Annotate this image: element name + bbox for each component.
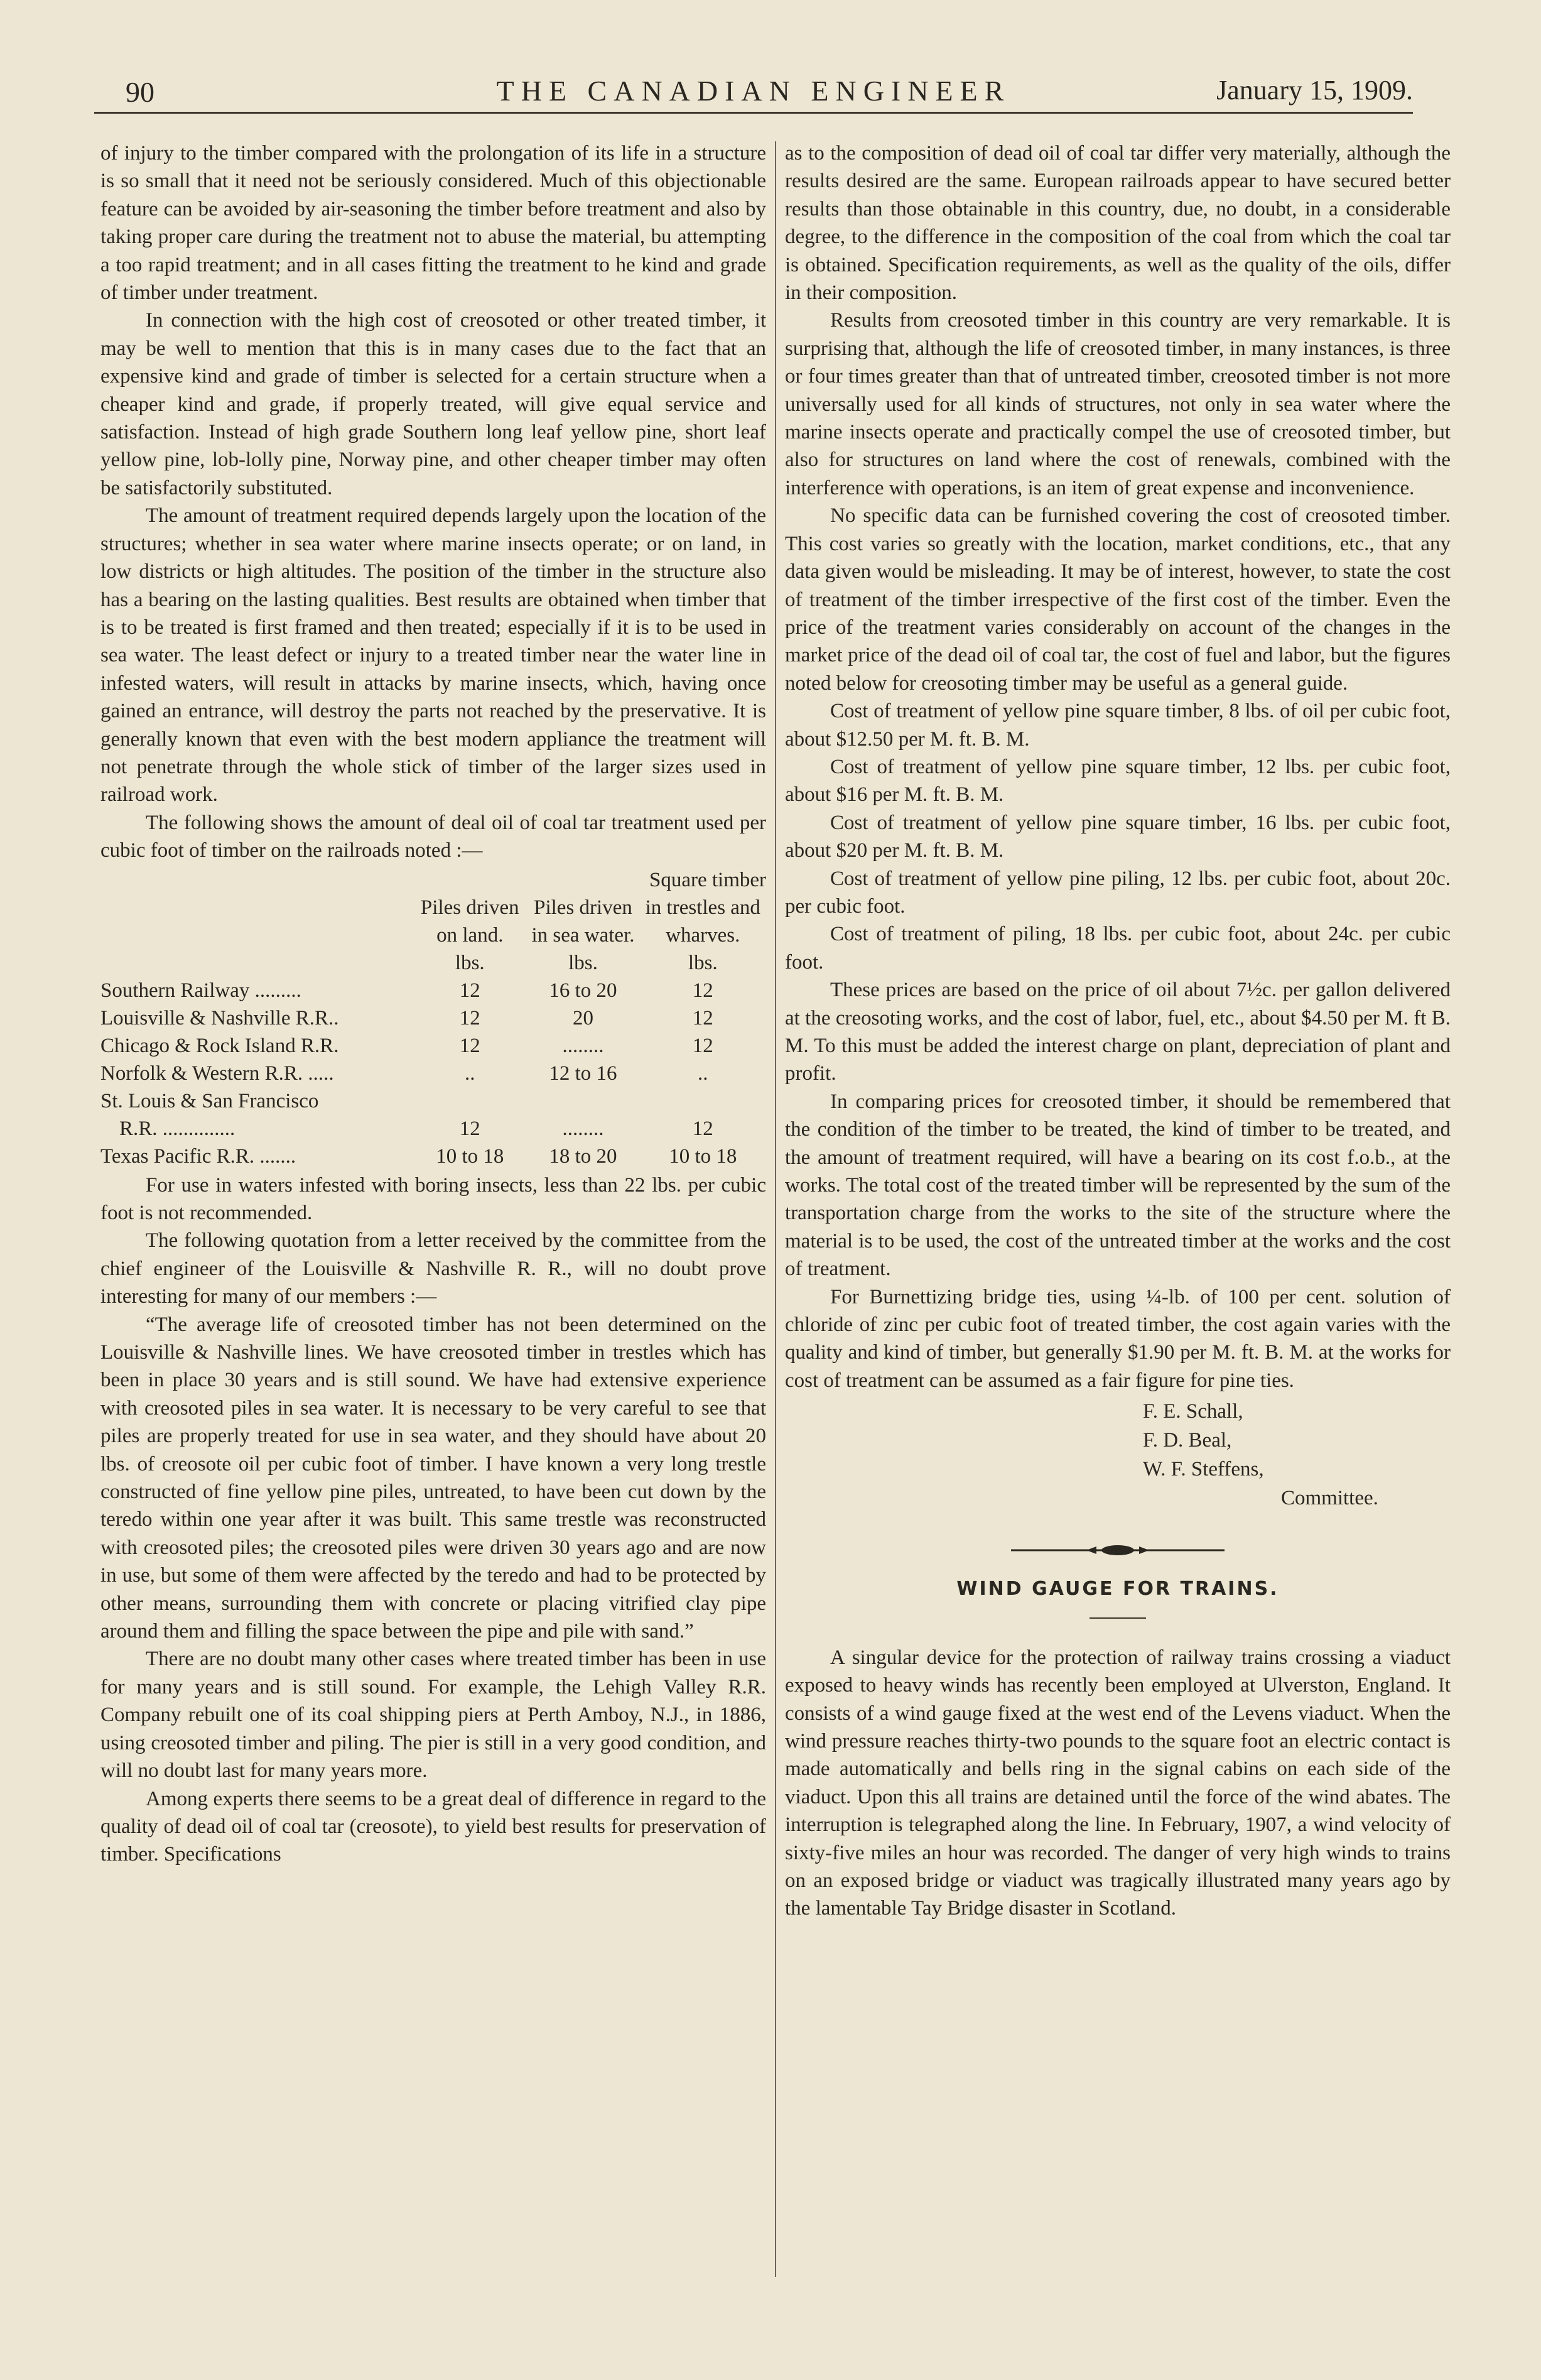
table-unit: lbs. [688,951,718,974]
table-row [100,1004,766,1032]
table-row [100,1087,766,1115]
table-row [100,1115,766,1143]
quotation: “The average life of creosoted timber has not been determined on the Louisville & Nashville lines. We have creosoted timber in trestles which has been in place 30 years and is still sound. We have had extensive experience with creosoted piles in sea water. It is necessary to be very careful to see that piles are properly treated for use in sea water, and they should have about 20 lbs. of creosote oil per cubic foot of timber. I have known a very long trestle constructed of fine yellow pine piles, untreated, to have been cut down by the teredo within one year after it was built. This same trestle was reconstructed with creosoted piles; the creosoted piles were driven 30 years ago and are now in use, but some of them were affected by the teredo and had to be protected by other means, surrounding them with concrete or placing vitrified clay pipe around them and filling the space between the pipe and pile with sand.” [100,1313,766,1643]
table-row [100,977,766,1004]
paragraph: For Burnettizing bridge ties, using ¼-lb. of 100 per cent. solution of chloride of zinc per cubic foot of treated timber, the cost again varies with the quality and kind of timber, but generally $1.90 per M. ft. B. M. at the works for cost of treatment can be assumed as a fair figure for pine ties. [785,1285,1451,1392]
table-cell: 12 [692,1117,713,1140]
paragraph: Among experts there seems to be a great deal of difference in regard to the quality of dead oil of coal tar (creosote), to yield best results for preservation of timber. Specifications [100,1787,766,1866]
table-cell: 12 [459,1117,480,1140]
paragraph: Cost of treatment of yellow pine square timber, 12 lbs. per cubic foot, about $16 per M. ft. B. M. [785,755,1451,807]
table-row [100,1143,766,1170]
table-cell: 12 [459,1034,480,1057]
table-cell [640,1087,766,1115]
paragraph: In connection with the high cost of creosoted or other treated timber, it may be well to mention that this is in many cases due to the fact that an expensive kind and grade of timber is selected for a certain structure when a cheaper kind and grade, if properly treated, will give equal service and satisfaction. Instead of high grade Southern long leaf yellow pine, short leaf yellow pine, lob-lolly pine, Norway pine, and other cheaper timber may often be satisfactorily substituted. [100,309,766,499]
table-cell [526,1087,639,1115]
paragraph: These prices are based on the price of oil about 7½c. per gallon delivered at the creosoting works, and the cost of labor, fuel, etc., about $4.50 per M. ft B. M. To this must be added the interest charge on plant, depreciation of plant and profit. [785,979,1451,1085]
issue-date: January 15, 1909. [1216,75,1413,106]
paragraph: The following shows the amount of deal oil of coal tar treatment used per cubic foot of timber on the railroads noted :— [100,811,766,862]
paragraph: Cost of treatment of yellow pine piling, 12 lbs. per cubic foot, about 20c. per cubic foot. [785,867,1451,918]
page-header [94,63,1413,119]
committee-signatures [785,1397,1451,1513]
paragraph: There are no doubt many other cases where treated timber has been in use for many years and is still sound. For example, the Lehigh Valley R.R. Company rebuilt one of its coal shipping piers at Perth Amboy, N.J., in 1886, using creosoted timber and piling. The pier is still in a very good condition, and will no doubt last for many years more. [100,1648,766,1783]
table-row [100,1060,766,1087]
committee-label: Committee. [1281,1487,1378,1510]
column-divider [775,141,776,2277]
right-column [785,139,1451,1923]
table-cell: .. [698,1062,708,1085]
paragraph: In comparing prices for creosoted timber, it should be remembered that the condition of the timber to be treated, the kind of timber to be treated, and the amount of treatment required, will have a bearing on its cost f.o.b., at the works. The total cost of the treated timber will be represented by the sum of the transportation charge from the works to the site of the structure where the material is to be used, the cost of the untreated timber at the works and the cost of treatment. [785,1090,1451,1281]
paragraph: For use in waters infested with boring insects, less than 22 lbs. per cubic foot is not recommended. [100,1173,766,1224]
table-cell-railroad: R.R. .............. [119,1117,235,1140]
table-cell: 10 to 18 [436,1144,504,1168]
table-cell-railroad: Texas Pacific R.R. ....... [100,1144,296,1168]
paragraph: Cost of treatment of piling, 18 lbs. per cubic foot, about 24c. per cubic foot. [785,923,1451,974]
table-cell-railroad: Norfolk & Western R.R. ..... [100,1062,334,1085]
table-cell-railroad: Louisville & Nashville R.R.. [100,1006,339,1030]
paragraph: Cost of treatment of yellow pine square timber, 16 lbs. per cubic foot, about $20 per M. ft. B. M. [785,811,1451,862]
table-cell: 20 [572,1006,593,1030]
table-cell: ........ [562,1034,604,1057]
signature-name: F. E. Schall, [1143,1400,1243,1423]
table-row [100,1032,766,1060]
paragraph: Cost of treatment of yellow pine square timber, 8 lbs. of oil per cubic foot, about $12.50 per M. ft. B. M. [785,700,1451,751]
table-cell: 12 [459,1006,480,1030]
table-header-square-timber: Square timber [649,868,766,891]
table-cell: 12 [459,979,480,1002]
table-cell-railroad: Southern Railway ......... [100,979,301,1002]
table-cell: 12 [692,1034,713,1057]
paragraph: as to the composition of dead oil of coal tar differ very materially, although the results desired are the same. European railroads appear to have secured better results than those obtainable in this country, due, no doubt, in a considerable degree, to the difference in the composition of the coal from which the coal tar is obtained. Specification requirements, as well as the quality of the oils, differ in their composition. [785,142,1451,305]
page-number: 90 [126,76,154,108]
paragraph: No specific data can be furnished covering the cost of creosoted timber. This cost varies so greatly with the location, market conditions, etc., that any data given would be misleading. It may be of interest, however, to state the cost of treatment of the timber irrespective of the first cost of the timber. Even the price of the treatment varies considerably on account of the changes in the market price of the dead oil of coal tar, the cost of fuel and labor, but the figures noted below for creosoting timber may be useful as a general guide. [785,504,1451,695]
header-rule [94,112,1413,114]
table-cell-railroad: Chicago & Rock Island R.R. [100,1034,339,1057]
table-cell: 12 to 16 [549,1062,617,1085]
paragraph: A singular device for the protection of railway trains crossing a viaduct exposed to heavy winds has recently been employed at Ulverston, England. It consists of a wind gauge fixed at the west end of the Levens viaduct. When the wind pressure reaches thirty-two pounds to the square foot an electric contact is made automatically and bells ring in the signal cabins on each side of the viaduct. Upon this all trains are detained until the force of the wind abates. The interruption is telegraphed along the line. In February, 1907, a wind velocity of sixty-five miles an hour was recorded. The danger of very high winds to trains on an exposed bridge or viaduct was tragically illustrated many years ago by the lamentable Tay Bridge disaster in Scotland. [785,1646,1451,1920]
table-header-col3: in trestles and wharves. [645,896,760,947]
paragraph: of injury to the timber compared with the prolongation of its life in a structure is so small that it need not be seriously considered. Much of this objectionable feature can be avoided by air-seasoning the timber before treatment and also by taking proper care during the treatment not to abuse the material, bu attempting a too rapid treatment; and in all cases fitting the treatment to he kind and grade of timber under treatment. [100,142,766,305]
paragraph: The following quotation from a letter received by the committee from the chief engineer of the Louisville & Nashville R. R., will no doubt prove interesting for many of our members :— [100,1229,766,1308]
heading-rule [1090,1617,1146,1619]
table-cell-railroad: St. Louis & San Francisco [100,1089,319,1112]
section-ornament [785,1538,1451,1557]
table-unit: lbs. [568,951,598,974]
table-cell [413,1087,526,1115]
table-unit: lbs. [455,951,485,974]
left-column [100,139,766,1869]
section-heading: WIND GAUGE FOR TRAINS. [956,1578,1279,1600]
paragraph: The amount of treatment required depends largely upon the location of the structures; whether in sea water where marine insects operate; or on land, in low districts or high altitudes. The position of the timber in the structure also has a bearing on the lasting qualities. Best results are obtained when timber that is to be treated is first framed and then treated; especially if it is to be used in sea water. The least defect or injury to a treated timber near the water line in infested waters, will result in attacks by marine insects, which, having once gained an entrance, will destroy the parts not reached by the preservative. It is generally known that even with the best modern appliance the treatment will not penetrate through the whole stick of timber of the larger sizes used in railroad work. [100,504,766,807]
table-header-col2: Piles driven in sea water. [531,896,635,947]
table-cell: .. [465,1062,475,1085]
table-cell: 10 to 18 [669,1144,737,1168]
creosote-table [100,866,766,1170]
paragraph: Results from creosoted timber in this country are very remarkable. It is surprising that, although the life of creosoted timber, in many instances, is three or four times greater than that of untreated timber, creosoted timber is not more universally used for all kinds of structures, not only in sea water where the marine insects operate and practically compel the use of creosoted timber, but also for structures on land where the cost of renewals, combined with the interference with operations, is an item of great expense and inconvenience. [785,309,1451,499]
table-cell: ........ [562,1117,604,1140]
table-cell: 16 to 20 [549,979,617,1002]
signature-name: W. F. Steffens, [1143,1458,1264,1481]
table-cell: 18 to 20 [549,1144,617,1168]
table-cell: 12 [692,979,713,1002]
signature-name: F. D. Beal, [1143,1429,1232,1452]
journal-title: THE CANADIAN ENGINEER [496,75,1011,107]
table-header-col1: Piles driven on land. [420,896,519,947]
table-cell: 12 [692,1006,713,1030]
